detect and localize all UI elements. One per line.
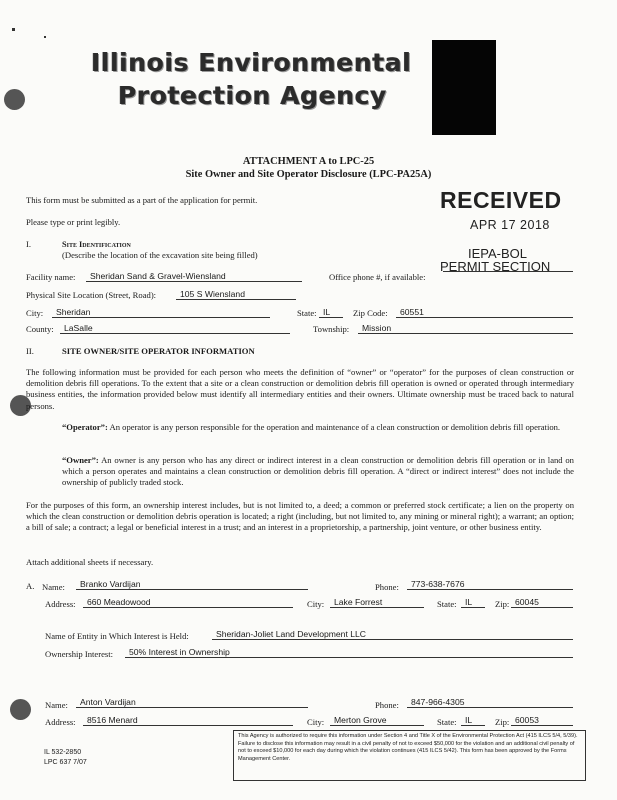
person-a-phone-field[interactable]: 773-638-7676 [407,579,573,590]
person-b-city-label: City: [307,717,325,727]
section2-paragraph: The following information must be provided for each person who meets the definition of “owner” or “operator” for the purposes of clean construction or demolition debris fill operations. To the extent that a site or a clean construction or demolition debris fill operation is owned or operated through intermediary business entities, the information provided below must identify all intermediary entities and their owners. Ultimate ownership must be traced back to natural persons. [26,367,574,411]
agency-logo-line1: Illinois Environmental [91,48,412,77]
person-b-name-field[interactable]: Anton Vardijan [76,697,308,708]
state-field[interactable]: IL [319,307,343,318]
person-b-name-label: Name: [45,700,68,710]
ownership-field[interactable]: 50% Interest in Ownership [125,647,573,658]
punch-hole [4,89,25,110]
person-a-address-label: Address: [45,599,76,609]
section2-number: II. [26,346,34,356]
form-revision: LPC 637 7/07 [44,759,87,766]
person-a-zip-field[interactable]: 60045 [511,597,573,608]
agency-logo-line2: Protection Agency [118,81,388,110]
zip-field[interactable]: 60551 [396,307,573,318]
intro-line2: Please type or print legibly. [26,217,121,227]
person-b-state-field[interactable]: IL [461,715,485,726]
facility-label: Facility name: [26,272,76,282]
intro-line1: This form must be submitted as a part of the application for permit. [26,195,258,205]
attach-note: Attach additional sheets if necessary. [26,557,154,567]
section1-desc: (Describe the location of the excavation site being filled) [62,250,258,260]
person-a-address-field[interactable]: 660 Meadowood [83,597,293,608]
location-field[interactable]: 105 S Wiensland [176,289,296,300]
owner-text: An owner is any person who has any direct or indirect interest in a clean construction or demolition debris fill operation or in land on which a person operates and maintains a clean construction or demolition debris fill operation. A “direct or indirect interest” does not include the ownership of publicly traded stock. [62,455,574,488]
ownership-interest-paragraph: For the purposes of this form, an ownership interest includes, but is not limited to, a deed; a common or preferred stock certificate; a lien on the property on which the clean construction or demolition debris operation is located; a right (including, but not limited to, any mining or mineral right); a warrant; an option; a bill of sale; a contract; a legal or beneficial interest in a trust; and an interest in a proprietorship, a partnership, joint venture, or other business entity. [26,500,574,533]
township-field[interactable]: Mission [358,323,573,334]
state-label: State: [297,308,317,318]
operator-term: “Operator”: [62,422,108,432]
owner-term: “Owner”: [62,455,99,465]
section1-title: Site Identification [62,240,131,249]
person-b-address-field[interactable]: 8516 Menard [83,715,293,726]
section2-title: SITE OWNER/SITE OPERATOR INFORMATION [62,346,255,356]
person-a-phone-label: Phone: [375,582,399,592]
township-label: Township: [313,324,350,334]
received-stamp: RECEIVED [440,187,562,213]
person-a-state-field[interactable]: IL [461,597,485,608]
county-field[interactable]: LaSalle [60,323,290,334]
person-b-zip-label: Zip: [495,717,510,727]
person-a-state-label: State: [437,599,457,609]
form-subtitle: Site Owner and Site Operator Disclosure (LPC-PA25A) [185,169,432,180]
ownership-label: Ownership Interest: [45,649,114,659]
legal-notice-box: This Agency is authorized to require this information under Section 4 and Title X of the Environmental Protection Act (415 ILCS 5/4, 5/39). Failure to disclose this information may result in a civil penalty of not to exceed $50,000 for the violation and an additional civil penalty of not to exceed $10,000 for each day during which the violation continues (415 ILCS 5/42). This form has been approved by the Forms Management Center. [233,730,586,781]
office-phone-field[interactable] [443,271,573,272]
operator-definition [62,422,574,433]
scan-speck [12,28,15,31]
person-a-letter: A. [26,581,35,591]
scan-speck [44,36,46,38]
office-phone-label: Office phone #, if available: [329,272,426,282]
person-a-name-field[interactable]: Branko Vardijan [76,579,308,590]
person-b-phone-field[interactable]: 847-966-4305 [407,697,573,708]
person-a-zip-label: Zip: [495,599,510,609]
person-b-phone-label: Phone: [375,700,399,710]
entity-field[interactable]: Sheridan-Joliet Land Development LLC [212,629,573,640]
entity-label: Name of Entity in Which Interest is Held: [45,631,189,641]
person-b-address-label: Address: [45,717,76,727]
city-field[interactable]: Sheridan [52,307,270,318]
received-date: APR 17 2018 [470,218,550,232]
redaction-block [432,40,496,135]
location-label: Physical Site Location (Street, Road): [26,290,157,300]
person-a-city-field[interactable]: Lake Forrest [330,597,424,608]
attachment-title: ATTACHMENT A to LPC-25 [242,156,375,167]
city-label: City: [26,308,44,318]
facility-name-field[interactable]: Sheridan Sand & Gravel-Wiensland [86,271,302,282]
person-b-city-field[interactable]: Merton Grove [330,715,424,726]
owner-definition [62,455,574,489]
county-label: County: [26,324,54,334]
operator-text: An operator is any person responsible for the operation and maintenance of a clean construction or demolition debris fill operation. [109,422,561,432]
stamp-section: PERMIT SECTION [440,259,551,274]
person-b-state-label: State: [437,717,457,727]
section1-number: I. [26,239,32,249]
person-b-zip-field[interactable]: 60053 [511,715,573,726]
zip-label: Zip Code: [353,308,388,318]
person-a-name-label: Name: [42,582,65,592]
stamp-office: IEPA-BOL [468,246,528,261]
person-a-city-label: City: [307,599,325,609]
punch-hole [10,699,31,720]
form-id: IL 532-2850 [44,749,82,756]
